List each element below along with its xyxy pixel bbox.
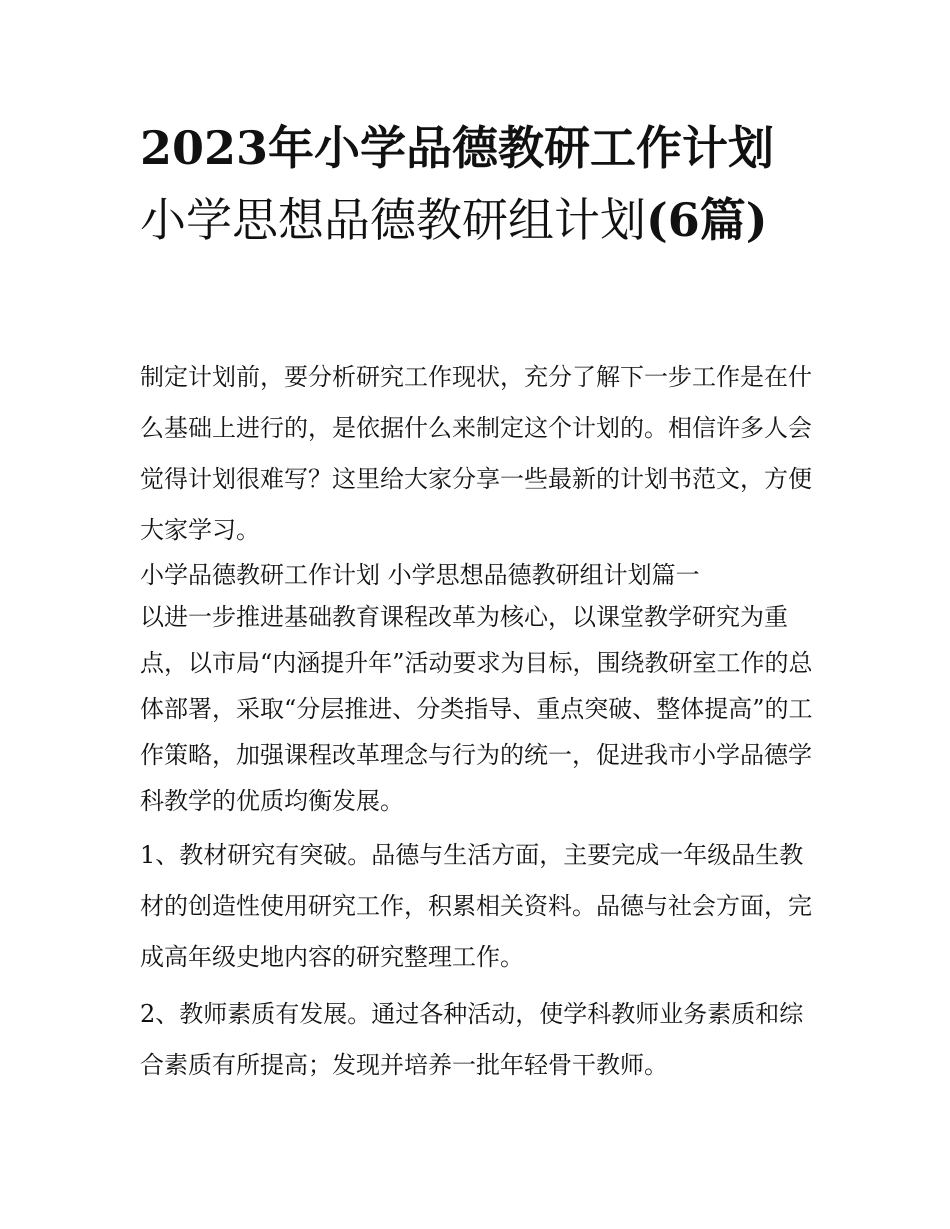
- title-bold-part: 2023年小学品德教研工作计划: [140, 121, 775, 175]
- body-paragraph: 以进一步推进基础教育课程改革为核心，以课堂教学研究为重点，以市局“内涵提升年”活动要求为目标，围绕教研室工作的总体部署，采取“分层推进、分类指导、重点突破、整体提高”的工作策略，加强课程改革理念与行为的统一，促进我市小学品德学科教学的优质均衡发展。: [140, 603, 813, 815]
- title-light-part: 小学思想品德教研组计划: [140, 193, 646, 247]
- document-body: [140, 352, 815, 1091]
- list-item: 2、教师素质有发展。通过各种活动，使学科教师业务素质和综合素质有所提高；发现并培养一批年轻骨干教师。: [140, 1000, 804, 1079]
- document-title: [140, 112, 820, 256]
- section-heading: 小学品德教研工作计划 小学思想品德教研组计划篇一: [140, 561, 700, 589]
- list-item: 1、教材研究有突破。品德与生活方面，主要完成一年级品生教材的创造性使用研究工作，积累相关资料。品德与社会方面，完成高年级史地内容的研究整理工作。: [140, 841, 812, 971]
- intro-paragraph: 制定计划前，要分析研究工作现状，充分了解下一步工作是在什么基础上进行的，是依据什么来制定这个计划的。相信许多人会觉得计划很难写？这里给大家分享一些最新的计划书范文，方便大家学习。: [140, 363, 812, 544]
- title-tail: (6篇): [646, 193, 768, 247]
